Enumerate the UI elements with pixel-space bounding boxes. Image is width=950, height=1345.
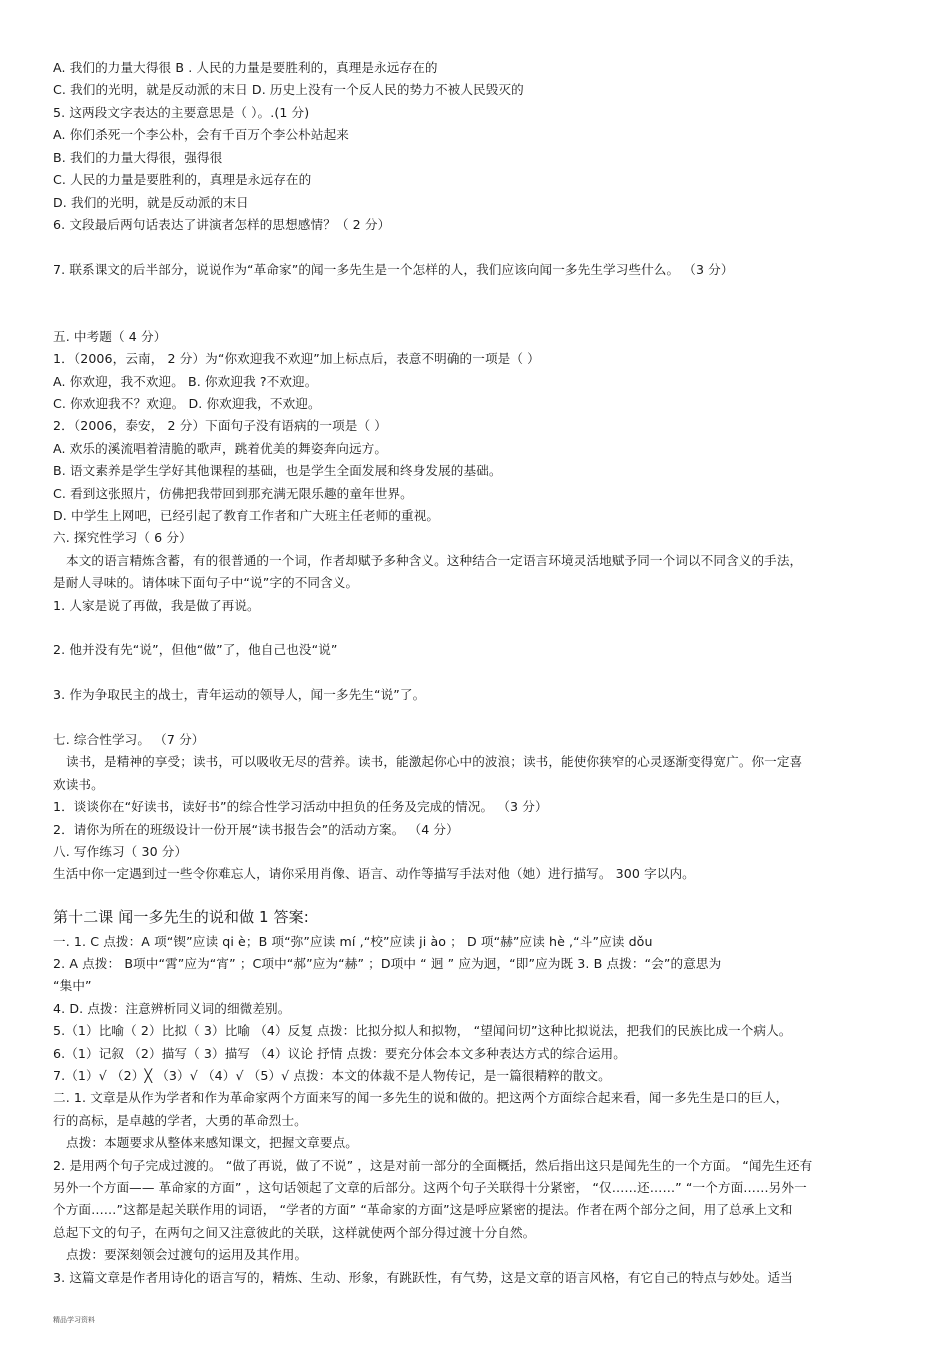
- text-line: 二. 1. 文章是从作为学者和作为革命家两个方面来写的闻一多先生的说和做的。把这两个方面综合起来看，闻一多先生是口的巨人，: [53, 1090, 789, 1105]
- text-line: A. 你欢迎，我不欢迎。 B. 你欢迎我 ?不欢迎。: [53, 374, 318, 389]
- text-line: B. 我们的力量大得很，强得很: [53, 150, 223, 165]
- text-line: 3. 这篇文章是作者用诗化的语言写的，精炼、生动、形象，有跳跃性，有气势，这是文章的语言风格，有它自己的特点与妙处。适当: [53, 1270, 793, 1285]
- text-line: 是耐人寻味的。请体味下面句子中“说”字的不同含义。: [53, 575, 359, 590]
- text-line: 5.（1）比喻（ 2）比拟（ 3）比喻 （4）反复 点拨：比拟分拟人和拟物， “望闻问切”这种比拟说法，把我们的民族比成一个病人。: [53, 1023, 792, 1038]
- text-line: 1．谈谈你在“好读书，读好书”的综合性学习活动中担负的任务及完成的情况。 （3 分）: [53, 799, 548, 814]
- text-line: 4. D. 点拨：注意辨析同义词的细微差别。: [53, 1001, 291, 1016]
- text-line: 6. 文段最后两句话表达了讲演者怎样的思想感情？（ 2 分）: [53, 217, 391, 232]
- section-heading: 五. 中考题（ 4 分）: [53, 329, 167, 344]
- text-line: C. 人民的力量是要胜利的，真理是永远存在的: [53, 172, 312, 187]
- text-line: B. 语文素养是学生学好其他课程的基础，也是学生全面发展和终身发展的基础。: [53, 463, 502, 478]
- text-line: 6.（1）记叙 （2）描写（ 3）描写 （4）议论 抒情 点拨：要充分体会本文多种表达方式的综合运用。: [53, 1046, 626, 1061]
- text-line: 一. 1. C 点拨：A 项“锲”应读 qi è；B 项“弥”应读 mí ,“校”应读 ji ào ； D 项“赫”应读 hè ,“斗”应读 dǒu: [53, 934, 653, 949]
- text-line: 1. 人家是说了再做，我是做了再说。: [53, 598, 260, 613]
- text-line: 7.（1）√ （2）╳ （3）√ （4）√ （5）√ 点拨：本文的体裁不是人物传记，是一篇很精粹的散文。: [53, 1068, 611, 1083]
- text-line: 本文的语言精炼含蓄，有的很普通的一个词，作者却赋予多种含义。这种结合一定语言环境灵活地赋予同一个词以不同含义的手法，: [66, 553, 803, 568]
- page-footer: 精品学习资料: [53, 1316, 95, 1324]
- text-line: D. 中学生上网吧，已经引起了教育工作者和广大班主任老师的重视。: [53, 508, 440, 523]
- text-line: 点拨：本题要求从整体来感知课文，把握文章要点。: [66, 1135, 358, 1150]
- text-line: C. 看到这张照片，仿佛把我带回到那充满无限乐趣的童年世界。: [53, 486, 413, 501]
- section-heading: 六. 探究性学习（ 6 分）: [53, 530, 192, 545]
- section-heading: 七. 综合性学习。 （7 分）: [53, 732, 205, 747]
- text-line: 2. A 点拨： B项中“霄”应为“宵” ；C项中“郝”应为“赫” ；D项中 “ 迥 ” 应为迥，“即”应为既 3. B 点拨：“会”的意思为: [53, 956, 722, 971]
- section-heading: 八. 写作练习（ 30 分）: [53, 844, 188, 859]
- text-line: 2．（2006，泰安， 2 分）下面句子没有语病的一项是（ ）: [53, 418, 387, 433]
- text-line: 1．（2006，云南， 2 分）为“你欢迎我不欢迎”加上标点后，表意不明确的一项是（ ）: [53, 351, 540, 366]
- text-line: A. 欢乐的溪流唱着清脆的歌声，跳着优美的舞姿奔向远方。: [53, 441, 388, 456]
- text-line: 另外一个方面—— 革命家的方面” ，这句话领起了文章的后部分。这两个句子关联得十分紧密， “仅……还……” “一个方面……另外一: [53, 1180, 807, 1195]
- text-line: C. 你欢迎我不？欢迎。 D. 你欢迎我，不欢迎。: [53, 396, 321, 411]
- text-line: 3. 作为争取民主的战士，青年运动的领导人，闻一多先生“说”了。: [53, 687, 426, 702]
- text-line: 行的高标，是卓越的学者，大勇的革命烈士。: [53, 1113, 307, 1128]
- text-line: 2. 是用两个句子完成过渡的。 “做了再说，做了不说” ，这是对前一部分的全面概括，然后指出这只是闻先生的一个方面。 “闻先生还有: [53, 1158, 813, 1173]
- text-line: 生活中你一定遇到过一些令你难忘人，请你采用肖像、语言、动作等描写手法对他（她）进行描写。 300 字以内。: [53, 866, 695, 881]
- text-line: 个方面……”这都是起关联作用的词语， “学者的方面” “革命家的方面”这是呼应紧密的提法。作者在两个部分之间，用了总承上文和: [53, 1202, 793, 1217]
- text-line: 2. 他并没有先“说”，但他“做”了，他自己也没“说”: [53, 642, 338, 657]
- text-line: C. 我们的光明，就是反动派的末日 D. 历史上没有一个反人民的势力不被人民毁灭的: [53, 82, 524, 97]
- text-line: 读书，是精神的享受；读书，可以吸收无尽的营养。读书，能激起你心中的波浪；读书，能使你狭窄的心灵逐渐变得宽广。你一定喜: [66, 754, 803, 769]
- text-line: 7. 联系课文的后半部分，说说作为“革命家”的闻一多先生是一个怎样的人，我们应该向闻一多先生学习些什么。 （3 分）: [53, 262, 734, 277]
- text-line: “集中”: [53, 978, 92, 993]
- text-line: 总起下文的句子，在两句之间又注意彼此的关联，这样就使两个部分得过渡十分自然。: [53, 1225, 536, 1240]
- text-line: 点拨：要深刻领会过渡句的运用及其作用。: [66, 1247, 308, 1262]
- answer-title: 第十二课 闻一多先生的说和做 1 答案:: [53, 908, 309, 926]
- text-line: A. 你们杀死一个李公朴，会有千百万个李公朴站起来: [53, 127, 349, 142]
- text-line: 5. 这两段文字表达的主要意思是（ ）。.(1 分): [53, 105, 310, 120]
- text-line: 2．请你为所在的班级设计一份开展“读书报告会”的活动方案。 （4 分）: [53, 822, 459, 837]
- text-line: 欢读书。: [53, 777, 104, 792]
- text-line: A. 我们的力量大得很 B . 人民的力量是要胜利的，真理是永远存在的: [53, 60, 438, 75]
- text-line: D. 我们的光明，就是反动派的末日: [53, 195, 249, 210]
